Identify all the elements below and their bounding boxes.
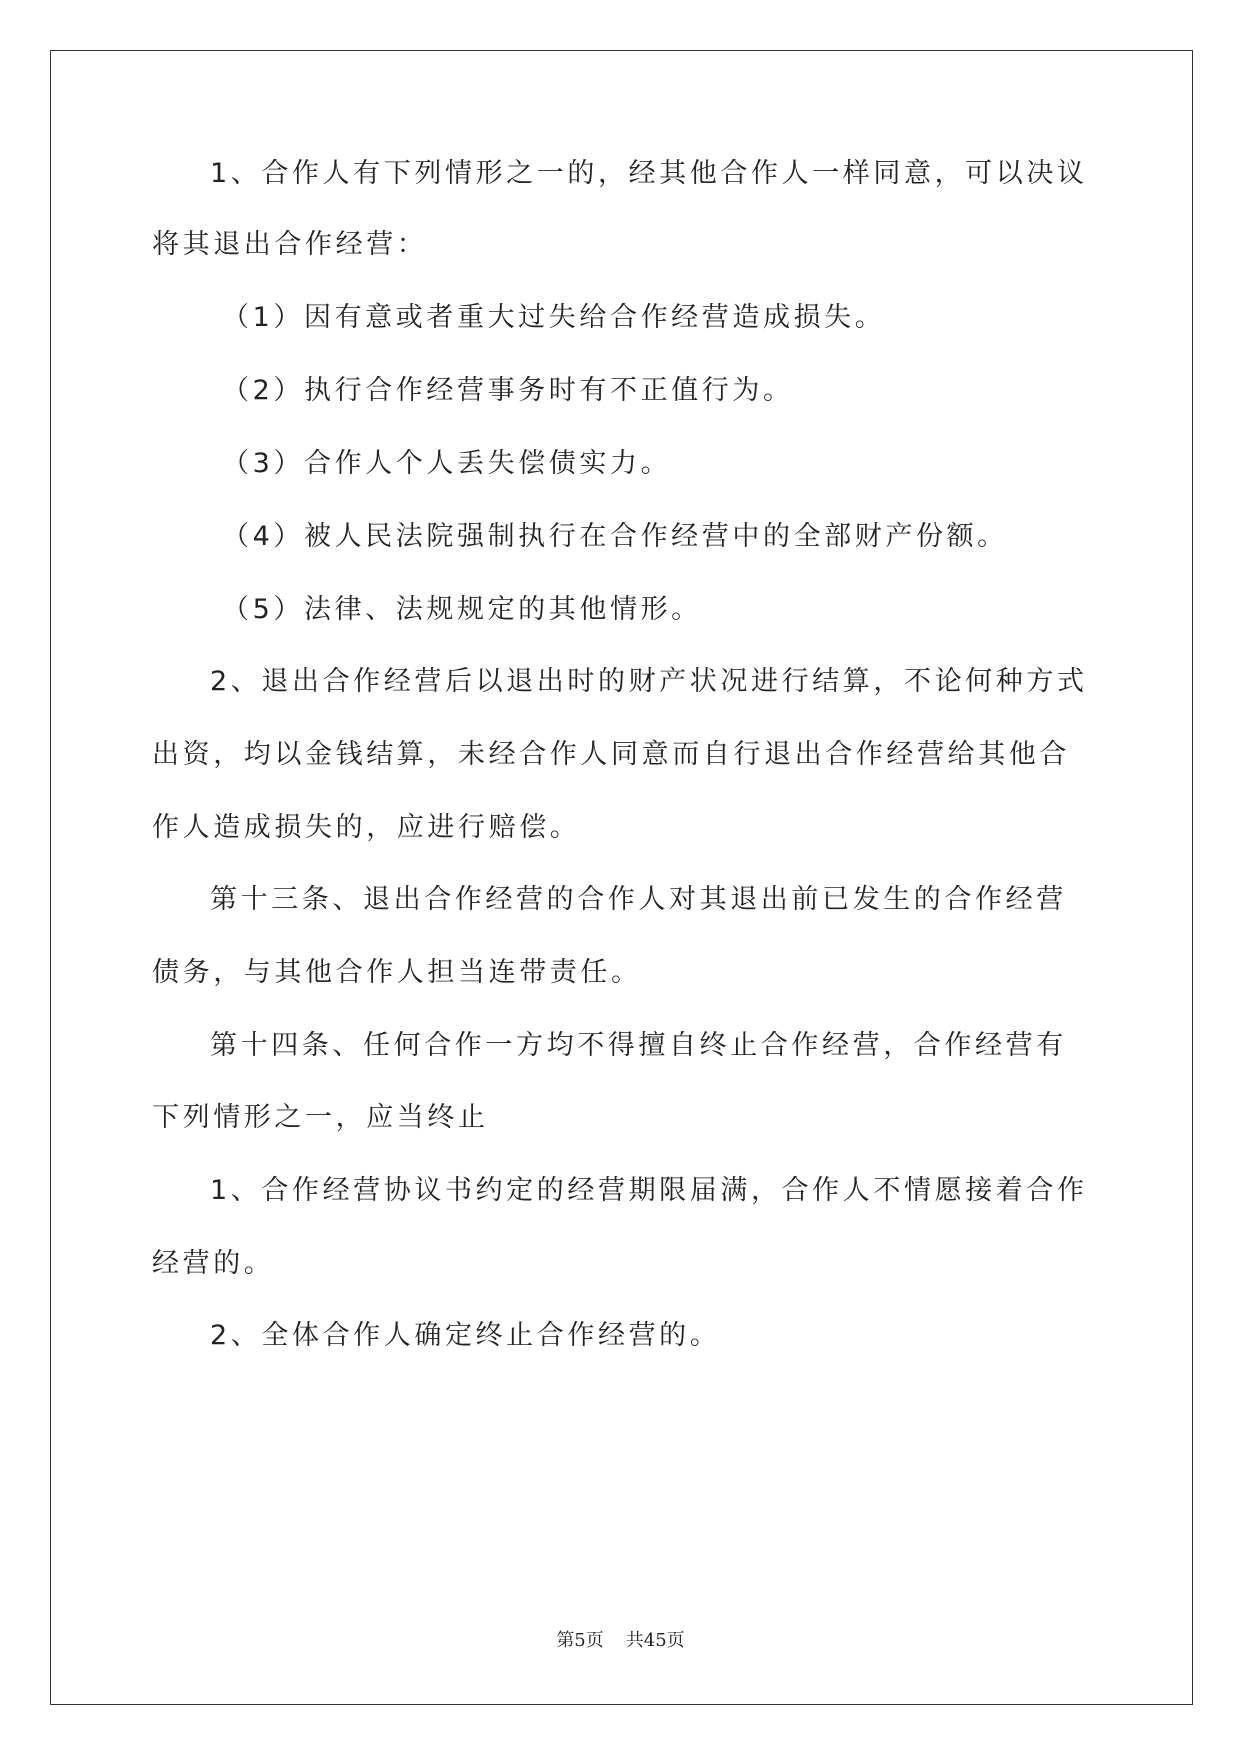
paragraph-line: 经营的。 [152,1248,275,1279]
page-number: 第5页 [556,1630,604,1651]
paragraph-line: 将其退出合作经营： [152,229,428,260]
paragraph-line: 2、全体合作人确定终止合作经营的。 [210,1320,721,1351]
list-item: （1）因有意或者重大过失给合作经营造成损失。 [222,302,886,333]
paragraph-line: 1、合作经营协议书约定的经营期限届满，合作人不情愿接着合作 [210,1175,1088,1206]
paragraph-line: 第十四条、任何合作一方均不得擅自终止合作经营，合作经营有 [210,1030,1067,1061]
paragraph-line: 作人造成损失的，应进行赔偿。 [152,812,581,843]
list-item: （5）法律、法规规定的其他情形。 [222,594,702,625]
list-item: （3）合作人个人丢失偿债实力。 [222,448,672,479]
page-border [50,50,1193,1705]
paragraph-line: 下列情形之一，应当终止 [152,1102,489,1133]
paragraph-line: 债务，与其他合作人担当连带责任。 [152,957,642,988]
list-item: （4）被人民法院强制执行在合作经营中的全部财产份额。 [222,521,1008,552]
paragraph-line: 第十三条、退出合作经营的合作人对其退出前已发生的合作经营 [210,884,1067,915]
page-footer [0,1630,1241,1652]
list-item: （2）执行合作经营事务时有不正值行为。 [222,375,794,406]
paragraph-line: 2、退出合作经营后以退出时的财产状况进行结算，不论何种方式 [210,666,1088,697]
page-total: 共45页 [625,1630,685,1651]
paragraph-line: 1、合作人有下列情形之一的，经其他合作人一样同意，可以决议 [210,158,1088,189]
paragraph-line: 出资，均以金钱结算，未经合作人同意而自行退出合作经营给其他合 [152,739,1070,770]
